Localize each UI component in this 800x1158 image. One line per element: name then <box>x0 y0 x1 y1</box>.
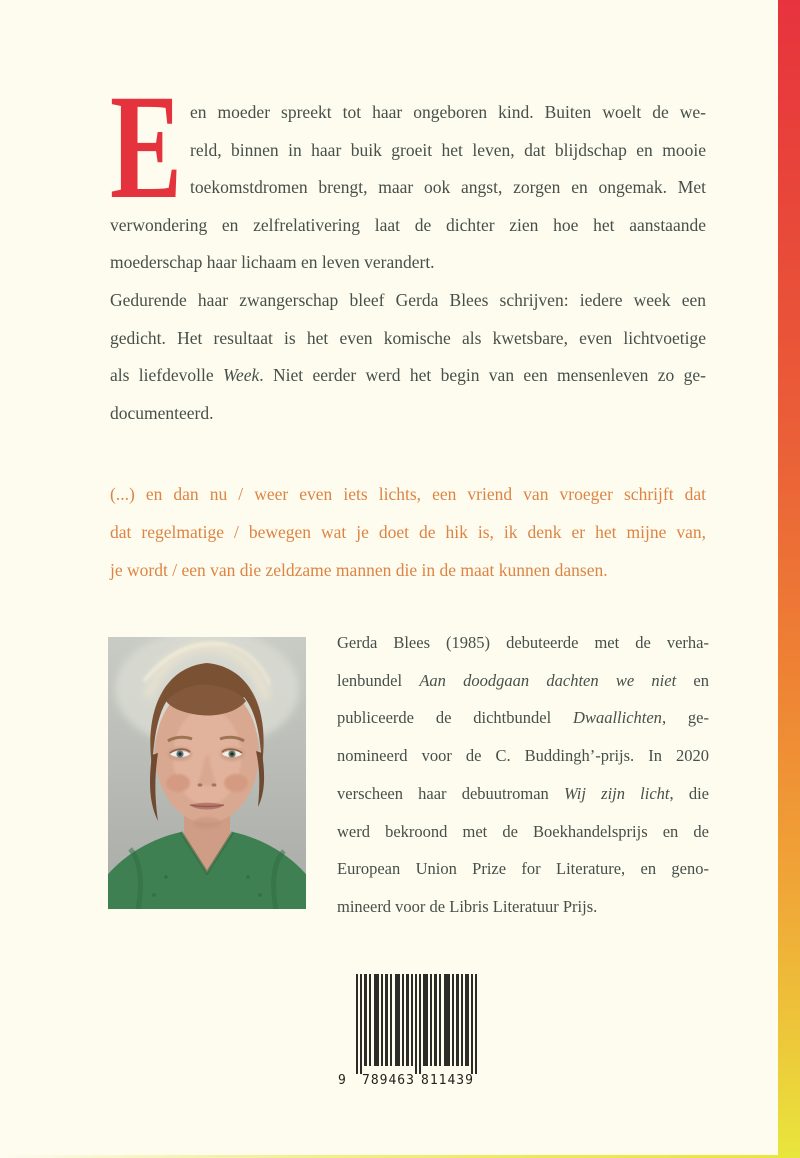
bio-line: Gerda Blees (1985) debuteerde met de verha- <box>337 633 709 652</box>
quote-line: dat regelmatige / bewegen wat je doet de hik is, ik denk er het mijne van, <box>110 521 706 542</box>
dropcap-glyph: E <box>110 94 183 202</box>
quote-line: je wordt / een van die zeldzame mannen die in de maat kunnen dansen. <box>110 559 608 580</box>
bio-line: werd bekroond met de Boekhandelsprijs en de <box>337 821 709 841</box>
cover-edge-gradient-right <box>778 0 800 1158</box>
blurb-line: moederschap haar lichaam en leven verandert. <box>110 252 435 273</box>
dropcap-letter <box>110 94 190 202</box>
author-portrait-illustration <box>108 637 306 909</box>
quote-line: (...) en dan nu / weer even iets lichts, een vriend van vroeger schrijft dat <box>110 484 706 504</box>
blurb-line <box>110 357 706 395</box>
bio-text-run: , ge- <box>661 708 709 728</box>
bio-line: mineerd voor de Libris Literatuur Prijs. <box>337 896 598 916</box>
blurb-text-run: als liefdevolle <box>110 365 223 386</box>
blurb-line: reld, binnen in haar buik groeit het leven, dat blijdschap en mooie <box>190 139 706 160</box>
author-photo <box>108 637 306 909</box>
author-bio <box>337 624 709 926</box>
blurb-section <box>110 94 706 432</box>
book-title-wij-zijn-licht: Wij zijn licht <box>563 783 670 803</box>
bio-line <box>337 699 709 737</box>
book-title-week: Week <box>222 365 260 386</box>
isbn-barcode <box>338 974 488 1090</box>
isbn-group-1: 789463 <box>362 1073 415 1088</box>
bio-text-run: lenbundel <box>337 670 420 690</box>
bio-text-run: publiceerde de dichtbundel <box>337 708 574 728</box>
blurb-line: toekomstdromen brengt, maar ook angst, zorgen en ongemak. Met <box>190 177 706 198</box>
blurb-line: verwondering en zelfrelativering laat de dichter zien hoe het aanstaande <box>110 214 706 235</box>
blurb-line: Gedurende haar zwangerschap bleef Gerda Blees schrijven: iedere week een <box>110 289 706 310</box>
book-title-dwaallichten: Dwaallichten <box>573 708 662 728</box>
isbn-group-2: 811439 <box>421 1073 474 1088</box>
blurb-line: en moeder spreekt tot haar ongeboren kind. Buiten woelt de we- <box>190 102 706 122</box>
blurb-line: documenteerd. <box>110 402 214 423</box>
blurb-line: gedicht. Het resultaat is het even komische als kwetsbare, even lichtvoetige <box>110 327 706 348</box>
isbn-number <box>338 1073 488 1089</box>
bio-text-run: en <box>676 670 709 690</box>
bio-line <box>337 775 709 813</box>
bio-line <box>337 662 709 700</box>
bio-line: European Union Prize for Literature, en geno- <box>337 859 709 879</box>
poem-quote <box>110 476 706 589</box>
book-title-aan-doodgaan: Aan doodgaan dachten we niet <box>419 670 677 690</box>
bio-text-run: verscheen haar debuutroman <box>337 783 564 803</box>
bio-text-run: , die <box>669 783 709 803</box>
barcode-bars <box>338 974 488 1074</box>
isbn-prefix-digit: 9 <box>338 1073 346 1088</box>
bio-line: nomineerd voor de C. Buddingh’-prijs. In 2020 <box>337 746 709 766</box>
blurb-text-run: . Niet eerder werd het begin van een mensenleven zo ge- <box>259 365 706 386</box>
